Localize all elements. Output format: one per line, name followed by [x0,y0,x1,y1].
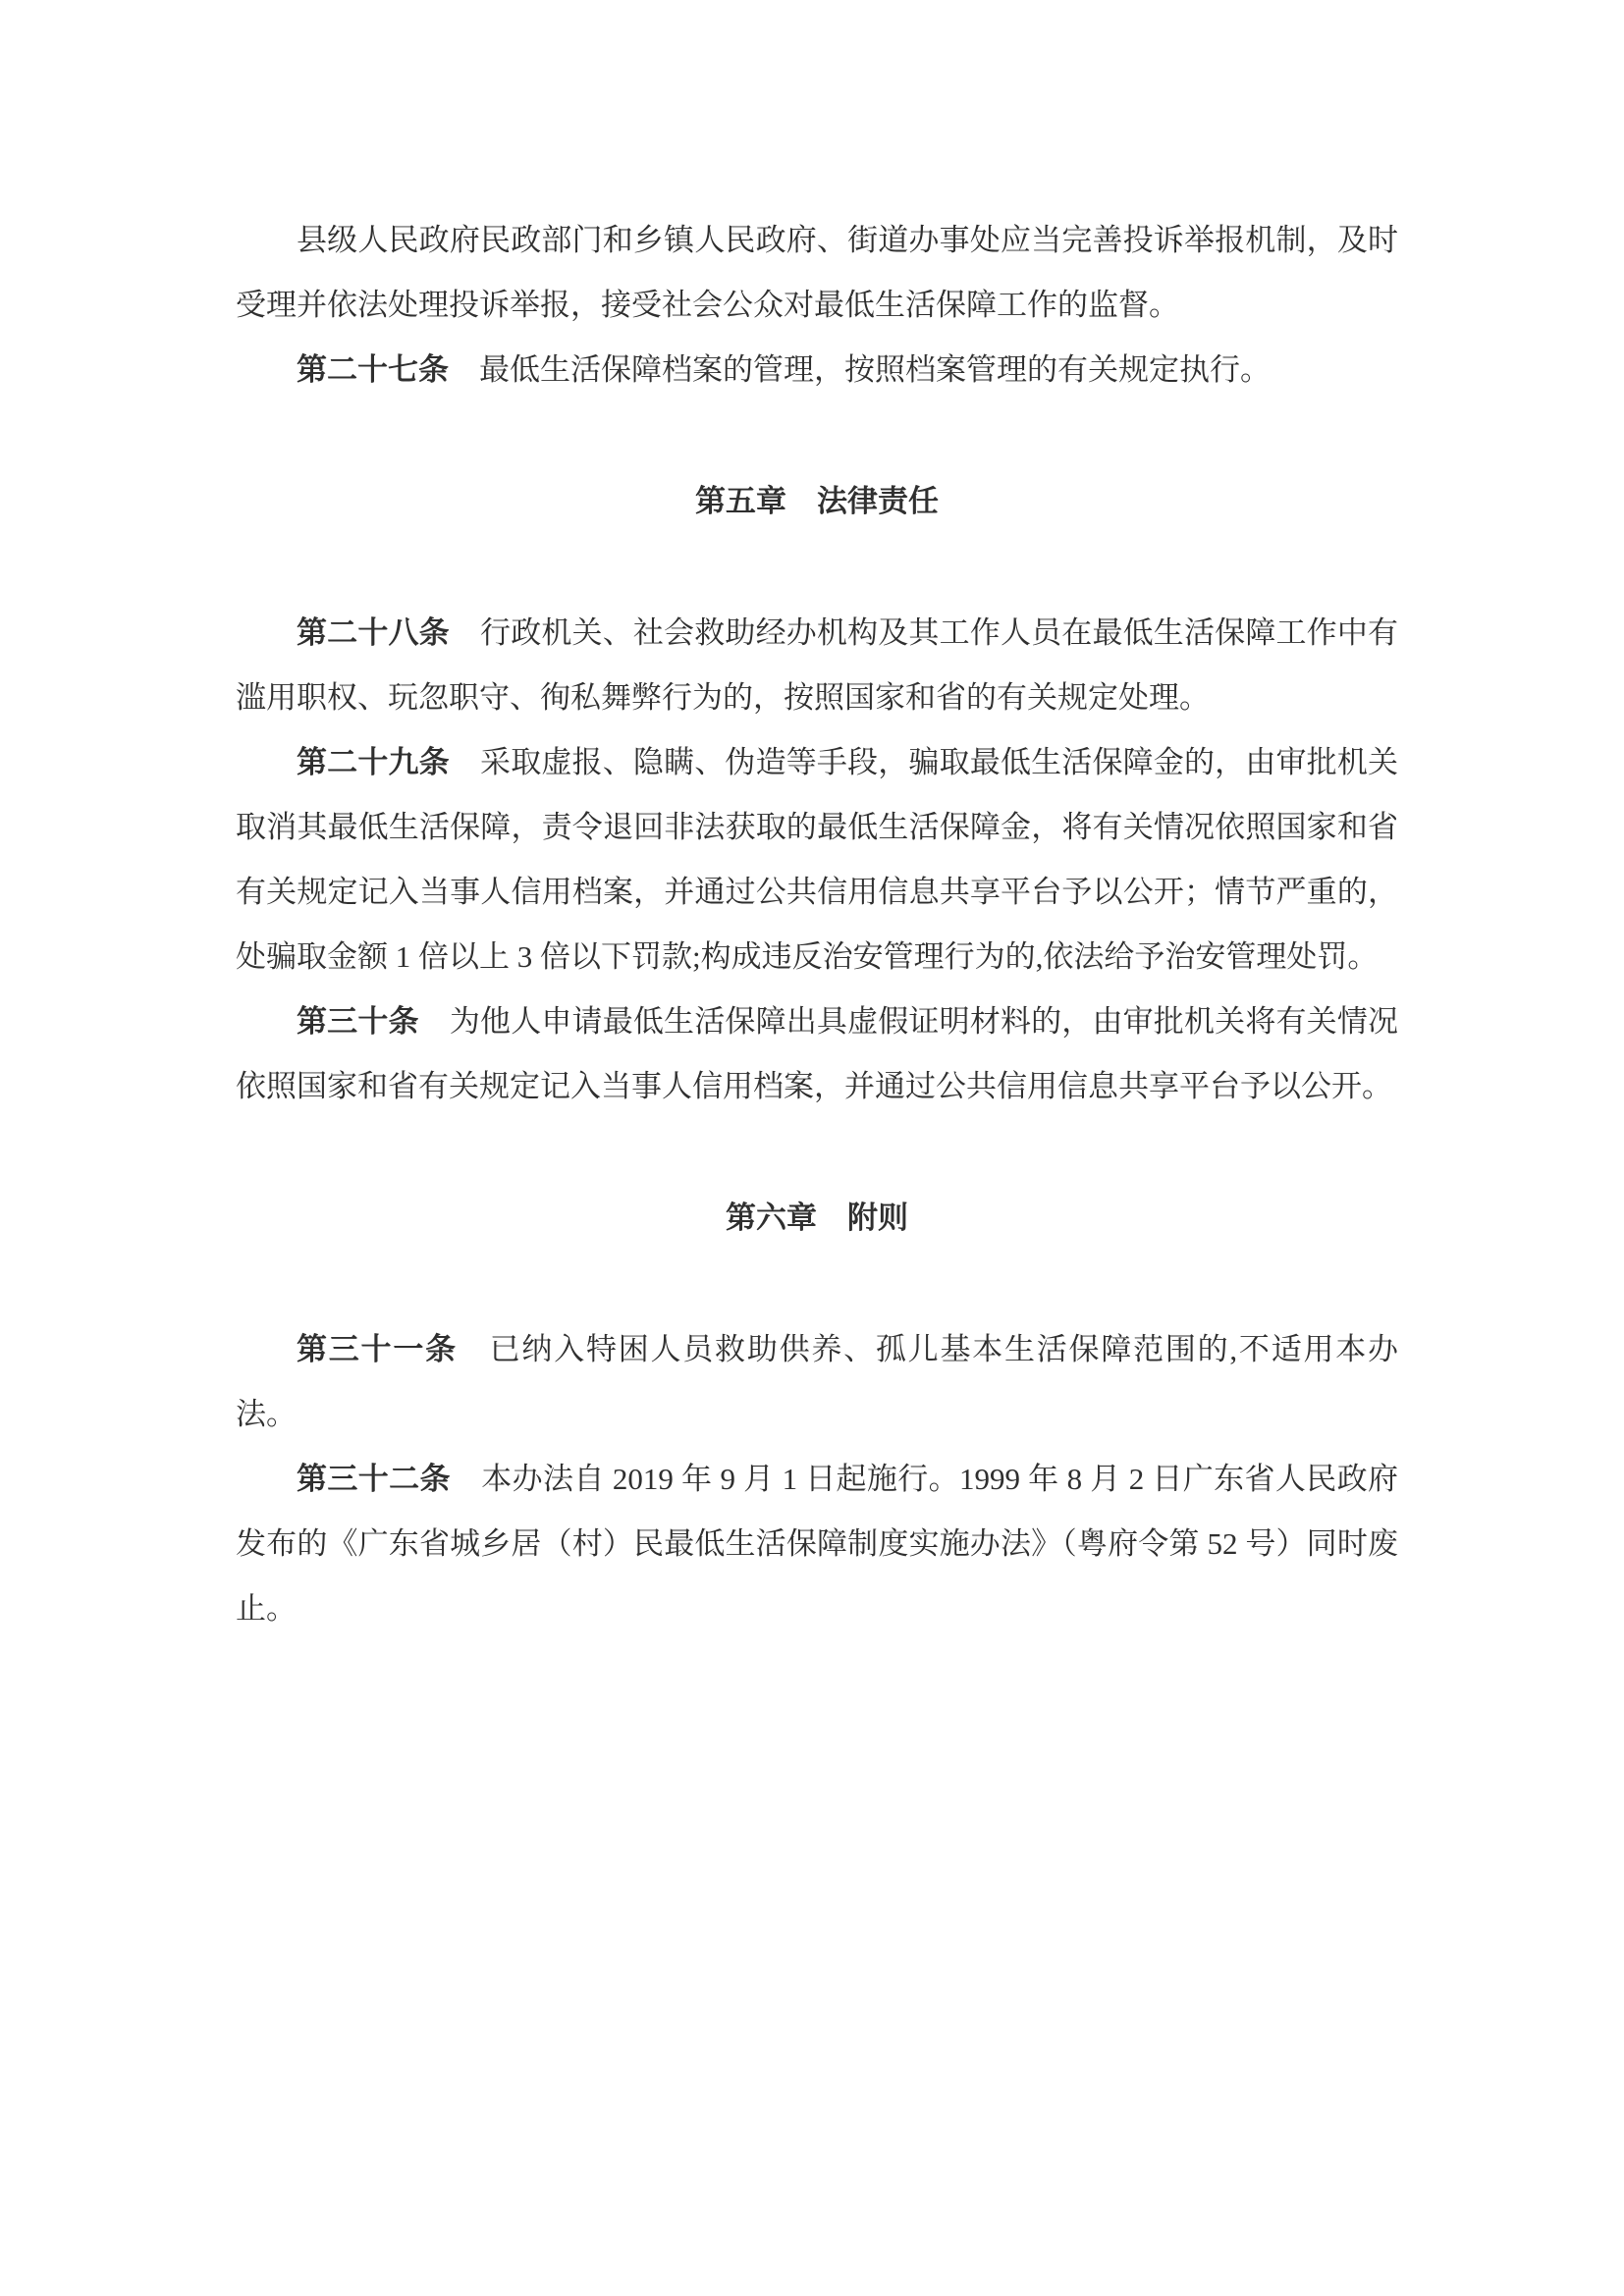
article-27-text: 最低生活保障档案的管理，按照档案管理的有关规定执行。 [449,352,1271,387]
article-28-text: 行政机关、社会救助经办机构及其工作人员在最低生活保障工作中有滥用职权、玩忽职守、徇私舞弊行为的，按照国家和省的有关规定处理。 [236,615,1398,715]
article-31-text: 已纳入特困人员救助供养、孤儿基本生活保障范围的,不适用本办法。 [236,1332,1399,1431]
chapter-5-heading: 第五章 法律责任 [695,484,939,518]
article-27-number: 第二十七条 [297,352,449,387]
article-30-number: 第三十条 [297,1004,419,1039]
article-29 [236,730,1398,989]
article-32-text: 本办法自 2019 年 9 月 1 日起施行。1999 年 8 月 2 日广东省人民政府发布的《广东省城乡居（村）民最低生活保障制度实施办法》（粤府令第 52 号）同时废止。 [236,1462,1398,1626]
article-31-number: 第三十一条 [297,1332,458,1366]
article-29-number: 第二十九条 [297,745,450,779]
article-29-text: 采取虚报、隐瞒、伪造等手段，骗取最低生活保障金的，由审批机关取消其最低生活保障，责令退回非法获取的最低生活保障金，将有关情况依照国家和省有关规定记入当事人信用档案，并通过公共信用信息共享平台予以公开；情节严重的，处骗取金额 1 倍以上 3 倍以下罚款;构成违反治安管理行为的,依法给予治安管理处罚。 [236,745,1398,974]
article-32-number: 第三十二条 [297,1462,451,1496]
article-28-number: 第二十八条 [297,615,450,650]
article-32 [236,1447,1398,1641]
article-30-text: 为他人申请最低生活保障出具虚假证明材料的，由审批机关将有关情况依照国家和省有关规定记入当事人信用档案，并通过公共信用信息共享平台予以公开。 [236,1004,1398,1103]
article-30 [236,989,1398,1119]
paragraph-complaint-supervision: 县级人民政府民政部门和乡镇人民政府、街道办事处应当完善投诉举报机制，及时受理并依法处理投诉举报，接受社会公众对最低生活保障工作的监督。 [236,223,1398,322]
article-27 [236,338,1398,402]
chapter-6-heading: 第六章 附则 [726,1201,908,1235]
article-28 [236,601,1398,730]
article-31 [236,1317,1398,1447]
